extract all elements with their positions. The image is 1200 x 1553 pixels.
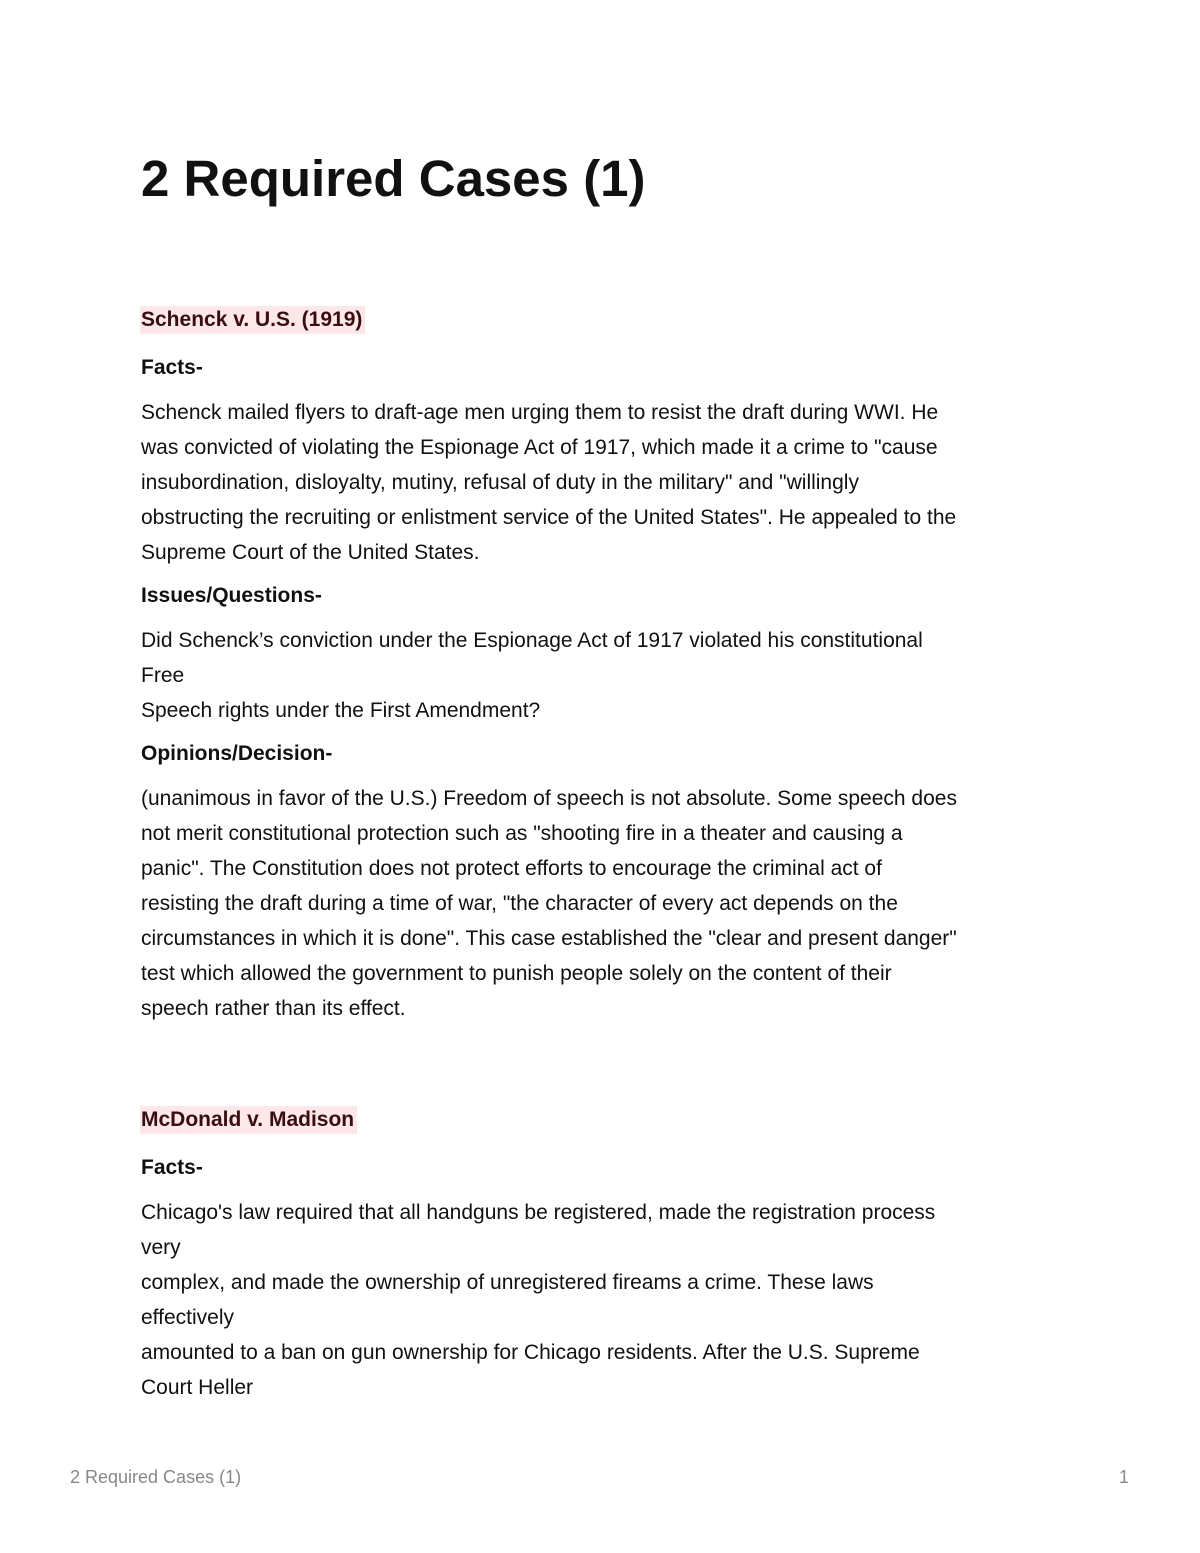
case-section-mcdonald bbox=[141, 1106, 1071, 1405]
case-section-schenck bbox=[141, 306, 1071, 1026]
footer-page-number: 1 bbox=[1118, 1467, 1129, 1487]
facts-text: Chicago's law required that all handguns be registered, made the registration process very complex, and made the ownership of unregistered fireams a crime. These laws effectively amounted to a ban on gun ownership for Chicago residents. After the U.S. Supreme Court Heller bbox=[141, 1201, 936, 1399]
case-title: McDonald v. Madison bbox=[140, 1106, 357, 1134]
facts-label: Facts- bbox=[141, 1156, 203, 1179]
footer-document-title: 2 Required Cases (1) bbox=[70, 1467, 242, 1487]
opinions-label: Opinions/Decision- bbox=[141, 742, 333, 765]
issues-text: Did Schenck’s conviction under the Espionage Act of 1917 violated his constitutional Free Speech rights under the First Amendment? bbox=[141, 629, 923, 722]
facts-label: Facts- bbox=[141, 356, 203, 379]
issues-label: Issues/Questions- bbox=[141, 584, 322, 607]
opinions-text: (unanimous in favor of the U.S.) Freedom of speech is not absolute. Some speech does not merit constitutional protection such as "shooting fire in a theater and causing a panic". The Constitution does not protect efforts to encourage the criminal act of resisting the draft during a time of war, "the character of every act depends on the circumstances in which it is done". This case established the "clear and present danger" test which allowed the government to punish people solely on the content of their speech rather than its effect. bbox=[141, 787, 957, 1020]
page-title: 2 Required Cases (1) bbox=[141, 150, 646, 207]
facts-text: Schenck mailed flyers to draft-age men urging them to resist the draft during WWI. He was convicted of violating the Espionage Act of 1917, which made it a crime to "cause insubordination, disloyalty, mutiny, refusal of duty in the military" and "willingly obstructing the recruiting or enlistment service of the United States". He appealed to the Supreme Court of the United States. bbox=[141, 401, 957, 564]
case-title: Schenck v. U.S. (1919) bbox=[140, 306, 365, 334]
